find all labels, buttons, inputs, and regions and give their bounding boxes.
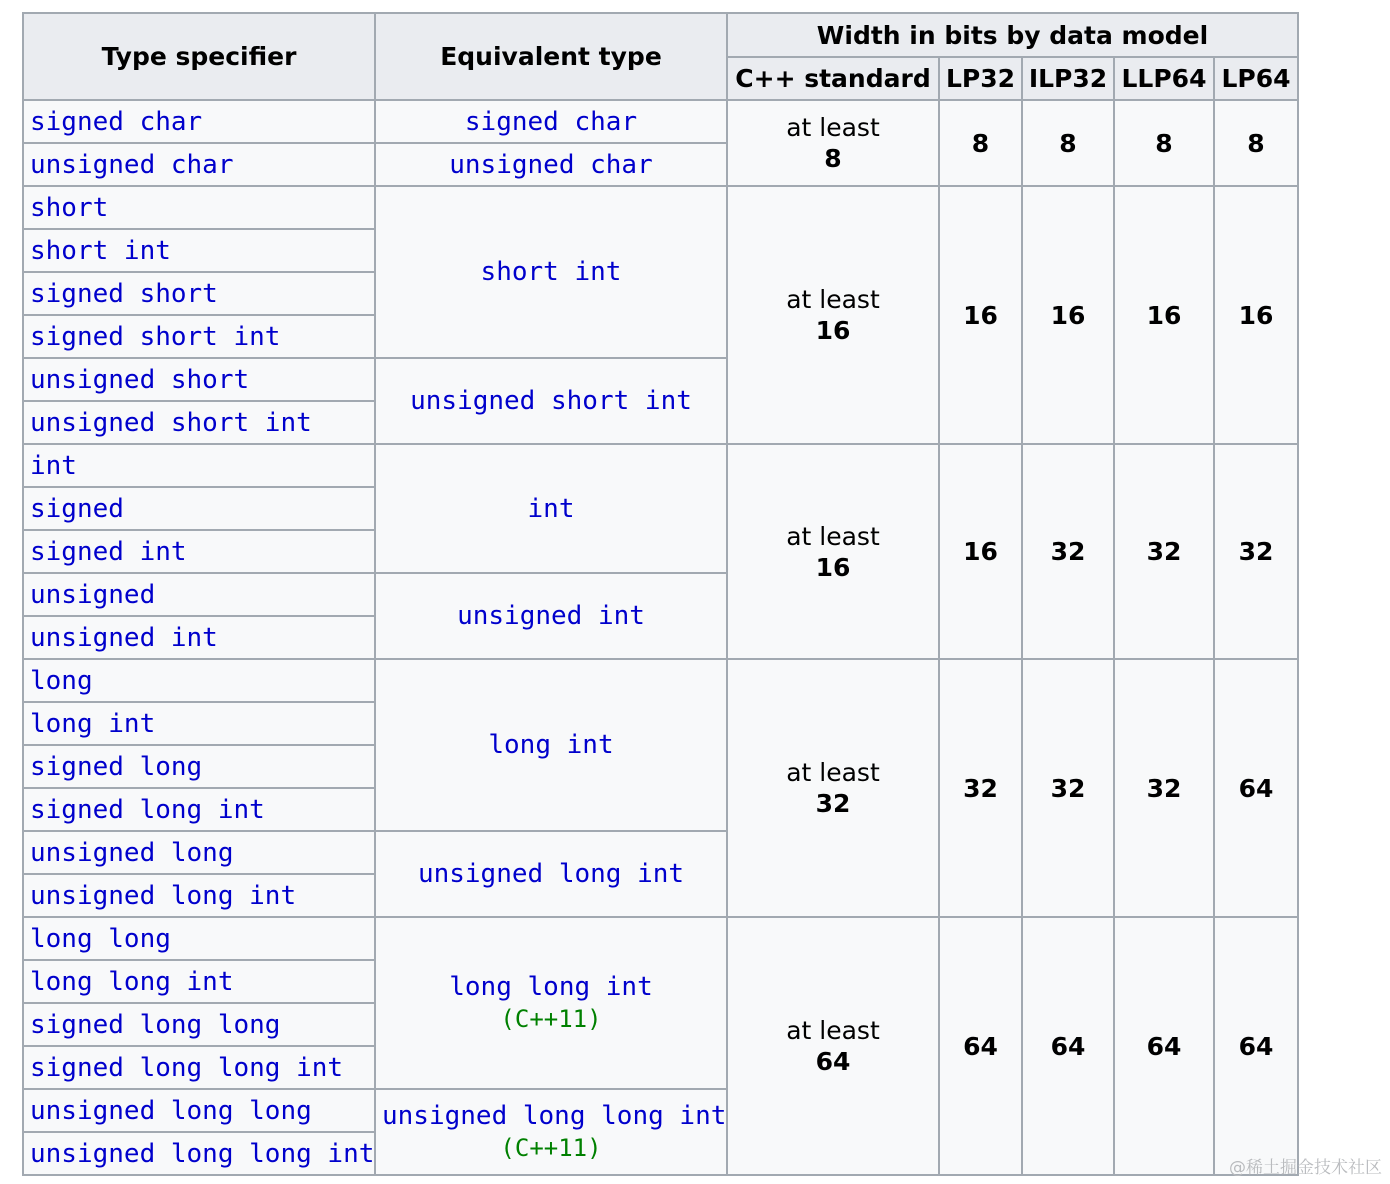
type-specifier-link[interactable]: unsigned short int (23, 401, 375, 444)
at-least-label: at least (786, 521, 880, 551)
equivalent-type-cell (375, 143, 727, 186)
bits-ilp32: 32 (1022, 444, 1114, 659)
bits-llp64: 64 (1114, 917, 1214, 1175)
equivalent-type-link[interactable]: unsigned int (457, 601, 645, 631)
bits-lp64: 16 (1214, 186, 1298, 444)
bits-lp64: 64 (1214, 917, 1298, 1175)
bits-llp64: 32 (1114, 659, 1214, 917)
header-model-ilp32: ILP32 (1022, 57, 1114, 100)
bits-ilp32: 64 (1022, 917, 1114, 1175)
equivalent-type-link[interactable]: long int (488, 730, 614, 760)
at-least-label: at least (786, 113, 880, 142)
bits-lp32: 8 (939, 100, 1022, 186)
type-specifier-link[interactable]: int (23, 444, 375, 487)
type-specifier-link[interactable]: signed long long int (23, 1046, 375, 1089)
cpp-standard-min-cell (727, 100, 939, 186)
type-specifier-link[interactable]: long (23, 659, 375, 702)
at-least-label: at least (786, 285, 880, 314)
header-equivalent-type: Equivalent type (375, 13, 727, 100)
bits-lp32: 16 (939, 186, 1022, 444)
equivalent-type-cell (375, 831, 727, 917)
watermark: @稀土掘金技术社区 (1229, 1158, 1382, 1178)
min-bits-value: 16 (815, 316, 851, 345)
min-bits-value: 16 (815, 552, 851, 582)
equivalent-type-cell (375, 1089, 727, 1175)
at-least-label: at least (786, 1016, 880, 1045)
type-specifier-link[interactable]: signed (23, 487, 375, 530)
equivalent-type-link[interactable]: unsigned char (449, 149, 653, 180)
bits-lp64: 8 (1214, 100, 1298, 186)
cpp-standard-min-cell (727, 186, 939, 444)
at-least-label: at least (786, 758, 880, 787)
type-specifier-link[interactable]: unsigned long int (23, 874, 375, 917)
header-model-lp32: LP32 (939, 57, 1022, 100)
bits-lp64: 64 (1214, 659, 1298, 917)
min-bits-value: 64 (815, 1047, 851, 1076)
equivalent-type-cell (375, 186, 727, 358)
bits-ilp32: 32 (1022, 659, 1114, 917)
equivalent-type-link[interactable]: short int (480, 257, 622, 287)
cpp-standard-min-cell (727, 444, 939, 659)
bits-llp64: 8 (1114, 100, 1214, 186)
type-specifier-link[interactable]: unsigned long long (23, 1089, 375, 1132)
type-specifier-link[interactable]: unsigned char (23, 143, 375, 186)
type-specifier-link[interactable]: signed short (23, 272, 375, 315)
type-specifier-link[interactable]: signed char (23, 100, 375, 143)
equivalent-type-link[interactable]: unsigned long long int (382, 1101, 727, 1131)
bits-lp32: 32 (939, 659, 1022, 917)
equivalent-type-link[interactable]: int (527, 493, 575, 524)
table-row (23, 659, 1298, 702)
bits-llp64: 32 (1114, 444, 1214, 659)
bits-lp64: 32 (1214, 444, 1298, 659)
header-model-llp64: LLP64 (1114, 57, 1214, 100)
type-specifier-link[interactable]: unsigned (23, 573, 375, 616)
table-row (23, 917, 1298, 960)
equivalent-type-link[interactable]: unsigned short int (410, 386, 692, 416)
equivalent-type-cell (375, 917, 727, 1089)
type-specifier-link[interactable]: unsigned long long int (23, 1132, 375, 1175)
equivalent-type-cell (375, 358, 727, 444)
equivalent-type-cell (375, 659, 727, 831)
integer-types-table (22, 12, 1299, 1176)
bits-lp32: 16 (939, 444, 1022, 659)
cpp11-note: (C++11) (500, 1134, 602, 1162)
header-model-lp64: LP64 (1214, 57, 1298, 100)
header-type-specifier: Type specifier (23, 13, 375, 100)
equivalent-type-link[interactable]: unsigned long int (417, 859, 685, 889)
cpp11-note: (C++11) (500, 1005, 602, 1033)
type-specifier-link[interactable]: signed int (23, 530, 375, 573)
bits-ilp32: 16 (1022, 186, 1114, 444)
type-specifier-link[interactable]: short (23, 186, 375, 229)
bits-lp32: 64 (939, 917, 1022, 1175)
equivalent-type-cell (375, 100, 727, 143)
type-specifier-link[interactable]: long long (23, 917, 375, 960)
equivalent-type-cell (375, 444, 727, 573)
type-specifier-link[interactable]: short int (23, 229, 375, 272)
table-row (23, 100, 1298, 143)
header-width-group: Width in bits by data model (727, 13, 1298, 57)
table-row (23, 444, 1298, 487)
type-specifier-link[interactable]: signed short int (23, 315, 375, 358)
min-bits-value: 8 (824, 144, 842, 173)
min-bits-value: 32 (815, 789, 851, 818)
type-specifier-link[interactable]: unsigned short (23, 358, 375, 401)
type-specifier-link[interactable]: unsigned int (23, 616, 375, 659)
table-row (23, 186, 1298, 229)
cpp-standard-min-cell (727, 917, 939, 1175)
type-specifier-link[interactable]: signed long long (23, 1003, 375, 1046)
header-model-cpp-standard: C++ standard (727, 57, 939, 100)
equivalent-type-link[interactable]: long long int (449, 972, 653, 1002)
type-specifier-link[interactable]: long long int (23, 960, 375, 1003)
type-specifier-link[interactable]: signed long (23, 745, 375, 788)
cpp-standard-min-cell (727, 659, 939, 917)
type-specifier-link[interactable]: unsigned long (23, 831, 375, 874)
bits-llp64: 16 (1114, 186, 1214, 444)
equivalent-type-cell (375, 573, 727, 659)
table-body (23, 100, 1298, 1175)
type-specifier-link[interactable]: signed long int (23, 788, 375, 831)
equivalent-type-link[interactable]: signed char (464, 106, 638, 137)
bits-ilp32: 8 (1022, 100, 1114, 186)
type-specifier-link[interactable]: long int (23, 702, 375, 745)
